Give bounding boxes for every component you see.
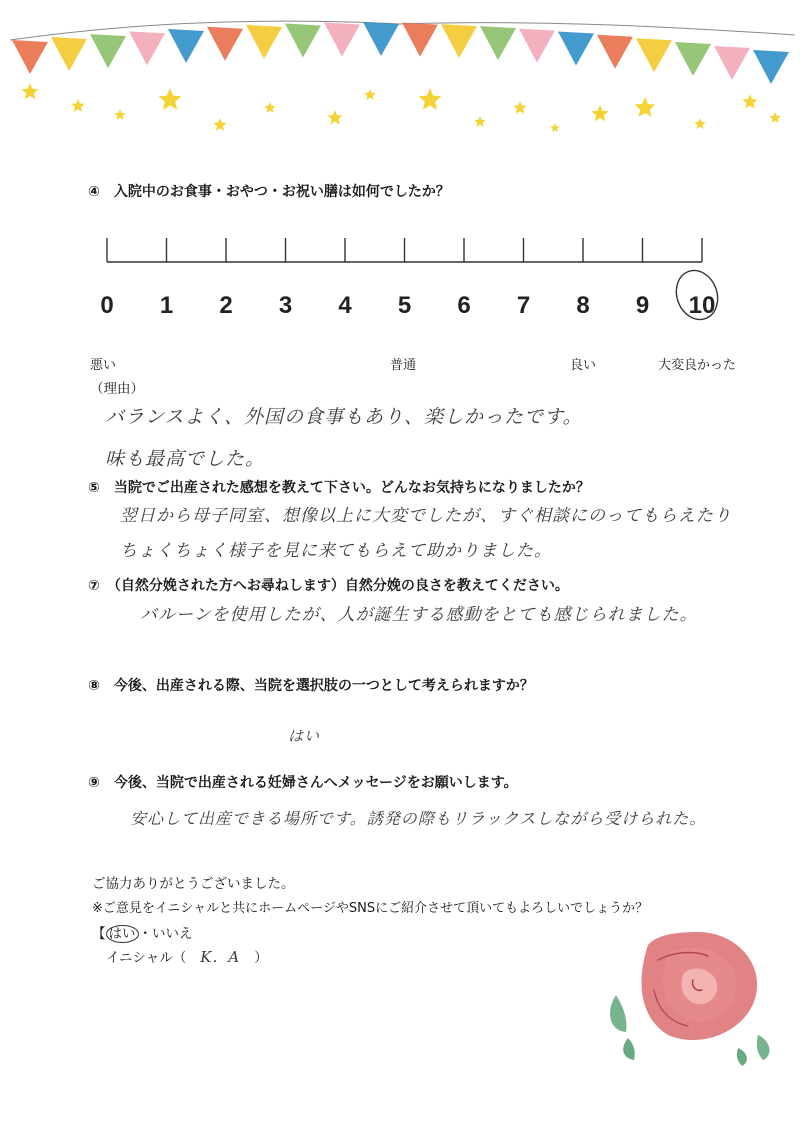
bunting-flag (285, 24, 321, 58)
bunting-flag (402, 23, 438, 57)
star-icon (635, 97, 656, 117)
star-icon (114, 109, 125, 120)
q9-answer-line-1: 安心して出産できる場所です。誘発の際もリラックスしながら受けられた。 (130, 809, 707, 828)
star-icon (364, 89, 375, 100)
scale-number-6: 6 (457, 292, 471, 319)
scale-number-2: 2 (219, 292, 233, 319)
star-icon (213, 118, 226, 131)
bunting-flag (129, 31, 165, 65)
star-icon (264, 102, 275, 113)
q5-answer-line-2: ちょくちょく様子を見に来てもらえて助かりました。 (120, 541, 552, 561)
star-icon (71, 99, 84, 112)
q9-title: ⑨ 今後、当院で出産される妊婦さんへメッセージをお願いします。 (88, 775, 518, 791)
bunting-flag (363, 22, 399, 56)
scale-number-3: 3 (278, 292, 293, 319)
scale-number-8: 8 (576, 292, 590, 319)
bunting-flag (441, 24, 477, 58)
bunting-flag (636, 38, 672, 72)
bunting-flag (714, 46, 750, 80)
bunting-flag (90, 34, 126, 68)
q4-title: ④ 入院中のお食事・おやつ・お祝い膳は如何でしたか？ (88, 184, 450, 200)
star-icon (550, 123, 560, 132)
rating-scale (90, 225, 730, 335)
bunting-flag (558, 31, 594, 65)
bunting-flag (207, 27, 243, 61)
scale-number-1: 1 (159, 292, 174, 319)
consent-options (92, 922, 193, 942)
scale-label-good: 良い (570, 358, 597, 373)
bunting-flag (324, 23, 360, 57)
star-icon (327, 110, 342, 125)
q4-answer-line-2: 味も最高でした。 (105, 448, 266, 470)
star-icon (419, 88, 442, 110)
bunting-string (10, 21, 795, 40)
bunting-flag (168, 29, 204, 63)
bunting-flag (51, 37, 87, 71)
initials-close: ） (254, 950, 268, 966)
bunting-flag (12, 40, 48, 74)
star-icon (513, 101, 526, 114)
bunting-decoration (0, 0, 800, 150)
bunting-flag (519, 29, 555, 63)
initials-value: K．A (200, 948, 241, 966)
reason-label: （理由） (90, 381, 144, 397)
q8-title: ⑧ 今後、出産される際、当院を選択肢の一つとして考えられますか？ (88, 678, 534, 694)
star-icon (474, 116, 485, 127)
scale-number-5: 5 (397, 292, 412, 319)
q5-title: ⑤ 当院でご出産された感想を教えて下さい。どんなお気持ちになりましたか？ (88, 480, 590, 496)
star-icon (769, 112, 780, 123)
consent-bracket: 【 (92, 926, 106, 942)
consent-yes: はい (106, 925, 139, 943)
scale-number-0: 0 (100, 292, 114, 319)
bunting-flag (597, 35, 633, 69)
q7-answer-line-1: バルーンを使用したが、人が誕生する感動をとても感じられました。 (140, 605, 698, 625)
bunting-flag (675, 42, 711, 76)
q8-answer: はい (288, 727, 321, 745)
q7-title: ⑦ （自然分娩された方へお尋ねします）自然分娩の良さを教えてください。 (88, 578, 569, 594)
q5-answer-line-1: 翌日から母子同室、想像以上に大変でしたが、すぐ相談にのってもらえたり (120, 506, 732, 526)
initials-row (106, 946, 268, 967)
consent-question: ※ご意見をイニシャルと共にホームページやSNSにご紹介させて頂いてもよろしいでしょうか？ (92, 901, 649, 916)
scale-label-very-good: 大変良かった (658, 358, 737, 373)
rose-illustration (598, 920, 778, 1070)
scale-number-9: 9 (635, 292, 650, 319)
star-icon (159, 88, 182, 110)
q4-answer-line-1: バランスよく、外国の食事もあり、楽しかったです。 (105, 406, 583, 428)
scale-number-10: 10 (688, 292, 716, 319)
scale-label-normal: 普通 (390, 358, 417, 373)
star-icon (591, 105, 608, 121)
star-icon (742, 94, 757, 109)
consent-no: ・いいえ (138, 926, 193, 942)
bunting-flag (753, 50, 789, 84)
scale-label-bad: 悪い (90, 358, 117, 373)
scale-number-7: 7 (516, 292, 531, 319)
bunting-flag (246, 25, 282, 59)
initials-label: イニシャル（ (106, 950, 187, 966)
scale-number-4: 4 (338, 292, 352, 319)
star-icon (21, 83, 38, 99)
star-icon (694, 118, 705, 129)
thanks-text: ご協力ありがとうございました。 (92, 876, 295, 892)
bunting-flag (480, 26, 516, 60)
